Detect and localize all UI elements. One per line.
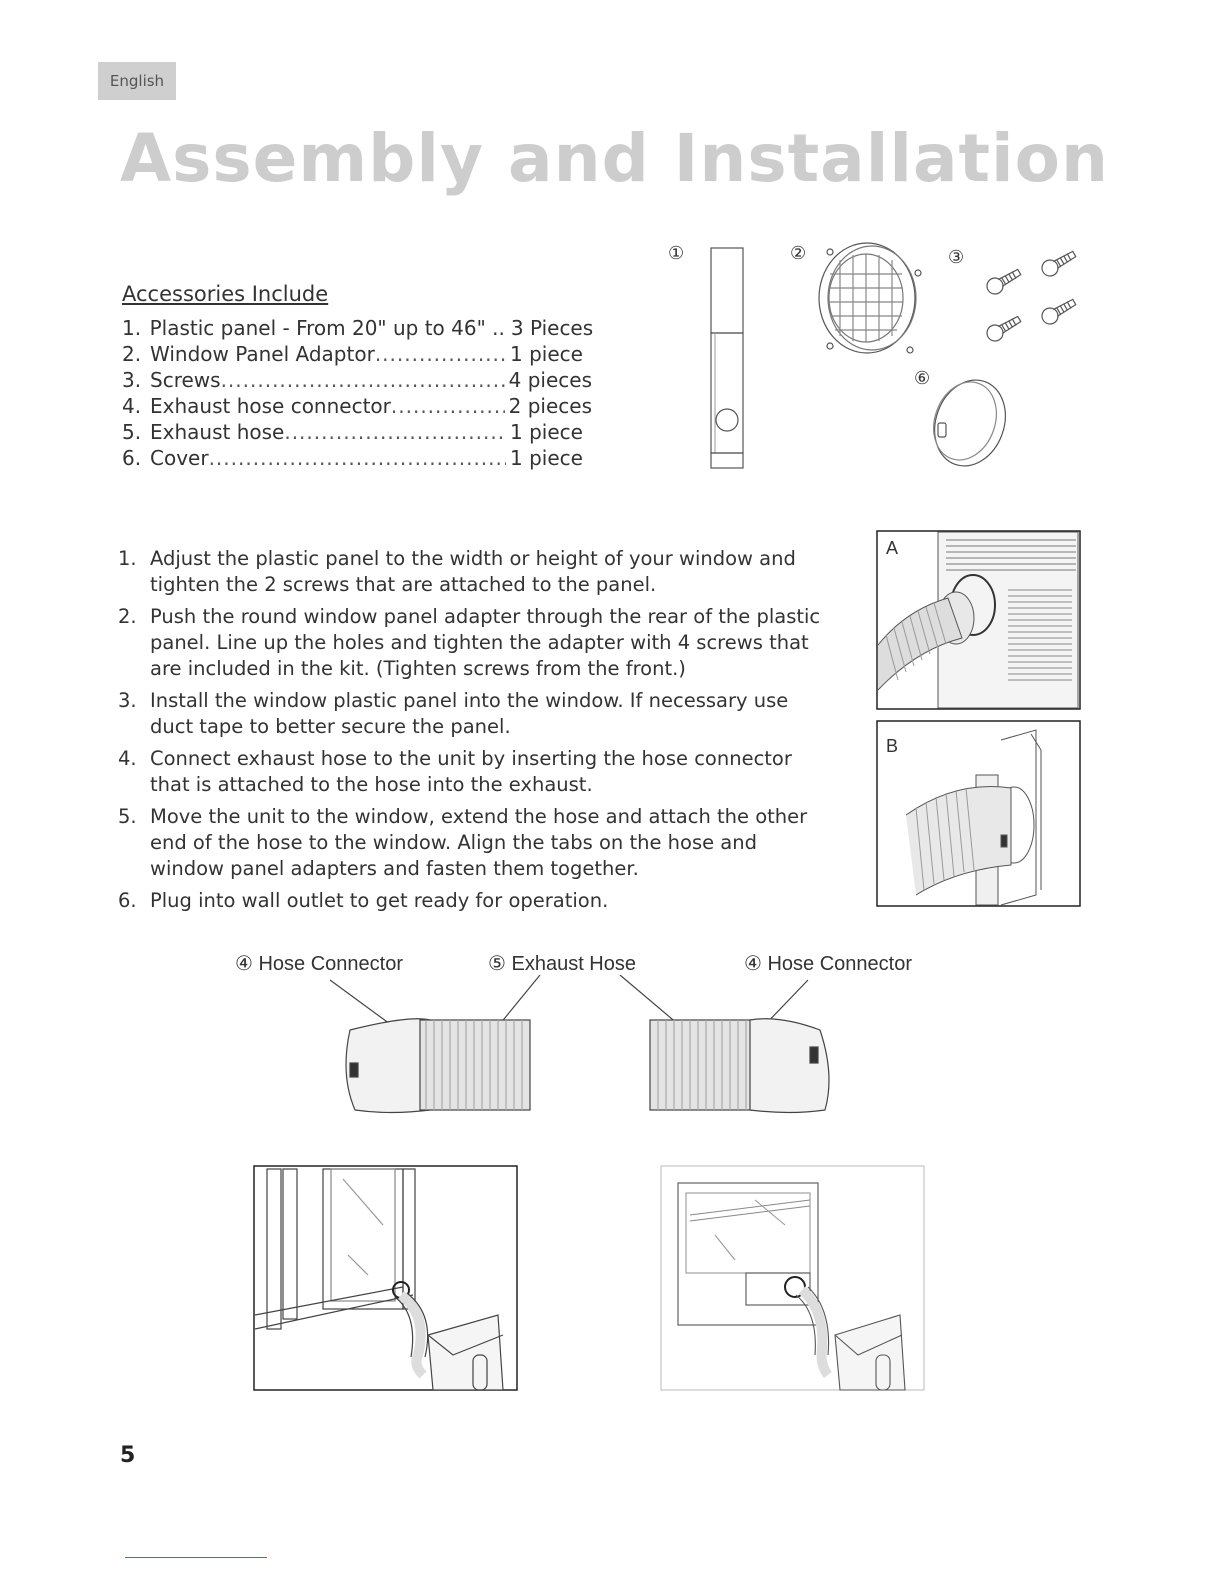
footer-rule xyxy=(125,1557,267,1558)
accessory-number: 1. xyxy=(122,316,142,340)
installation-steps xyxy=(118,546,838,920)
step-item xyxy=(118,804,838,882)
part-label-6: ⑥ xyxy=(914,368,931,388)
part-label-1: ① xyxy=(668,243,685,263)
step-text: Move the unit to the window, extend the hose and attach the other end of the hose to the window. Align the tabs on the hose and window panel adapters and fasten them together. xyxy=(150,805,808,880)
leader-dots xyxy=(375,341,506,367)
step-number: 6. xyxy=(118,889,137,912)
step-item xyxy=(118,688,838,740)
step-item xyxy=(118,604,838,682)
leader-dots xyxy=(209,445,506,471)
plastic-panel-drawing xyxy=(711,248,743,468)
accessory-quantity: 3 Pieces xyxy=(510,316,594,340)
step-number: 4. xyxy=(118,747,137,770)
accessory-number: 6. xyxy=(122,446,142,470)
step-number: 5. xyxy=(118,805,137,828)
screws-drawing xyxy=(984,247,1078,344)
leader-dots xyxy=(391,393,505,419)
step-text: Adjust the plastic panel to the width or height of your window and tighten the 2 screws that are attached to the panel. xyxy=(150,547,796,596)
callout-hose-connector-left: ④ Hose Connector xyxy=(235,953,404,975)
accessory-item xyxy=(122,341,592,367)
accessory-item xyxy=(122,367,592,393)
leader-dots xyxy=(284,419,506,445)
figure-label-b: B xyxy=(886,736,899,756)
horizontal-window-installation xyxy=(660,1165,925,1391)
cover-drawing xyxy=(923,370,1017,476)
window-panel-adaptor-drawing xyxy=(819,243,921,353)
step-text: Install the window plastic panel into the window. If necessary use duct tape to better secure the panel. xyxy=(150,689,789,738)
accessory-quantity: 1 piece xyxy=(510,420,583,444)
accessory-item xyxy=(122,445,592,471)
step-text: Push the round window panel adapter through the rear of the plastic panel. Line up the holes and tighten the adapter with 4 screws that are included in the kit. (Tighten screws from the front.) xyxy=(150,605,821,680)
callout-exhaust-hose: ⑤ Exhaust Hose xyxy=(488,953,636,975)
accessory-number: 5. xyxy=(122,420,142,444)
step-text: Connect exhaust hose to the unit by inserting the hose connector that is attached to the hose into the exhaust. xyxy=(150,747,792,796)
accessory-number: 2. xyxy=(122,342,142,366)
page-title: Assembly and Installation xyxy=(120,120,1109,197)
figure-label-a: A xyxy=(886,538,899,558)
step-item xyxy=(118,546,838,598)
vertical-window-installation xyxy=(253,1165,518,1391)
figure-b-hose-to-window xyxy=(876,720,1081,907)
step-number: 1. xyxy=(118,547,137,570)
accessory-name: Exhaust hose xyxy=(150,420,285,444)
step-item xyxy=(118,746,838,798)
accessories-list xyxy=(122,315,592,471)
accessories-illustration xyxy=(660,238,1130,478)
accessory-quantity: 4 pieces xyxy=(508,368,592,392)
step-number: 2. xyxy=(118,605,137,628)
accessory-item xyxy=(122,419,592,445)
accessory-quantity: 1 piece xyxy=(510,342,583,366)
leader-dots xyxy=(221,367,505,393)
hose-assembly-illustration xyxy=(330,975,850,1115)
accessory-number: 4. xyxy=(122,394,142,418)
step-text: Plug into wall outlet to get ready for operation. xyxy=(150,889,609,912)
accessory-name: Cover xyxy=(150,446,209,470)
accessories-heading: Accessories Include xyxy=(122,282,329,306)
callout-hose-connector-right: ④ Hose Connector xyxy=(744,953,913,975)
accessory-name: Plastic panel - From 20" up to 46" .. xyxy=(149,316,505,340)
accessory-quantity: 1 piece xyxy=(510,446,583,470)
accessory-name: Exhaust hose connector xyxy=(150,394,391,418)
accessory-number: 3. xyxy=(122,368,142,392)
accessory-item xyxy=(122,315,592,341)
language-tab: English xyxy=(98,62,176,100)
accessory-item xyxy=(122,393,592,419)
part-label-3: ③ xyxy=(948,247,965,267)
page-number: 5 xyxy=(120,1443,136,1468)
accessory-name: Window Panel Adaptor xyxy=(150,342,375,366)
step-item xyxy=(118,888,838,914)
step-number: 3. xyxy=(118,689,137,712)
figure-a-hose-to-unit xyxy=(876,530,1081,710)
accessory-quantity: 2 pieces xyxy=(508,394,592,418)
accessory-name: Screws xyxy=(150,368,221,392)
part-label-2: ② xyxy=(790,243,807,263)
